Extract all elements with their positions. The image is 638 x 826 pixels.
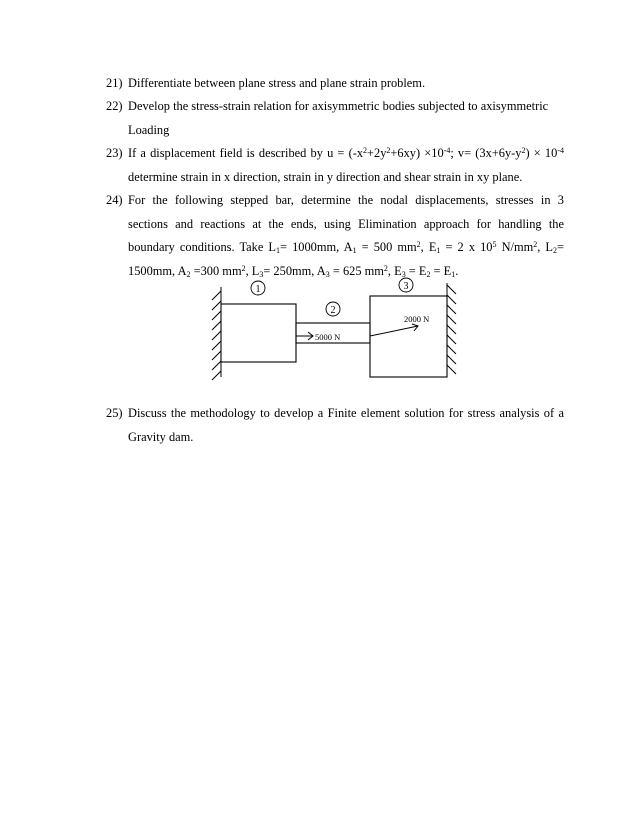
- load-label-2: 2000 N: [404, 314, 430, 324]
- stepped-bar-figure: [205, 273, 465, 385]
- question-number: 25): [106, 406, 123, 420]
- question-text-line: boundary conditions. Take $L_1= 1000mm$, $A_1 = 500$ $mm^2$, $E_1 = 2$ x $10^5$ $N/mm^2$, $L_2=$: [128, 240, 564, 255]
- load-label-1: 5000 N: [315, 332, 341, 342]
- section-label-2-text: 2: [330, 305, 336, 316]
- question-text-line: For the following stepped bar, determine the nodal displacements, stresses in 3: [128, 193, 564, 207]
- question-text-line: Develop the stress-strain relation for axisymmetric bodies subjected to axisymmetric: [128, 99, 549, 113]
- question-text-line: sections and reactions at the ends, using Elimination approach for handling the: [128, 216, 564, 231]
- question-text-line: Loading: [128, 122, 170, 137]
- question-number: 23): [106, 146, 123, 160]
- bar-section-3: [370, 296, 447, 377]
- question-text: Differentiate between plane stress and plane strain problem.: [128, 76, 426, 90]
- question-23: [106, 142, 564, 189]
- question-25: [106, 402, 564, 449]
- load-arrow-1: [296, 332, 313, 340]
- question-24: [106, 189, 564, 283]
- question-21: [106, 72, 564, 96]
- section-label-1-text: 1: [255, 284, 261, 295]
- question-text-line: Discuss the methodology to develop a Finite element solution for stress analysis of a: [128, 406, 564, 420]
- left-fixed-wall: [212, 287, 221, 380]
- question-text-line: If a displacement field is described by $u = (-x^2+2y^2+6xy) \times 10^{-4}$; $v= (3x+6y-y^2) \times 10^{-4}$: [128, 146, 564, 160]
- question-number: 21): [106, 76, 123, 90]
- question-text-line: determine strain in x direction, strain in y direction and shear strain in xy plane.: [128, 169, 523, 184]
- section-label-3-text: 3: [403, 281, 409, 292]
- load-arrow-2: [370, 324, 418, 336]
- right-fixed-wall: [447, 283, 456, 377]
- question-text-line: Gravity dam.: [128, 429, 194, 444]
- question-text-line: 1500mm, $A_2 =300$ $mm^2$, $L_3= 250mm$, $A_3 = 625$ $mm^2$, $E_3 = E_2 = E_1$.: [128, 263, 459, 279]
- question-number: 22): [106, 99, 123, 113]
- question-22: [106, 95, 564, 142]
- bar-section-1: [221, 304, 296, 362]
- question-number: 24): [106, 193, 123, 207]
